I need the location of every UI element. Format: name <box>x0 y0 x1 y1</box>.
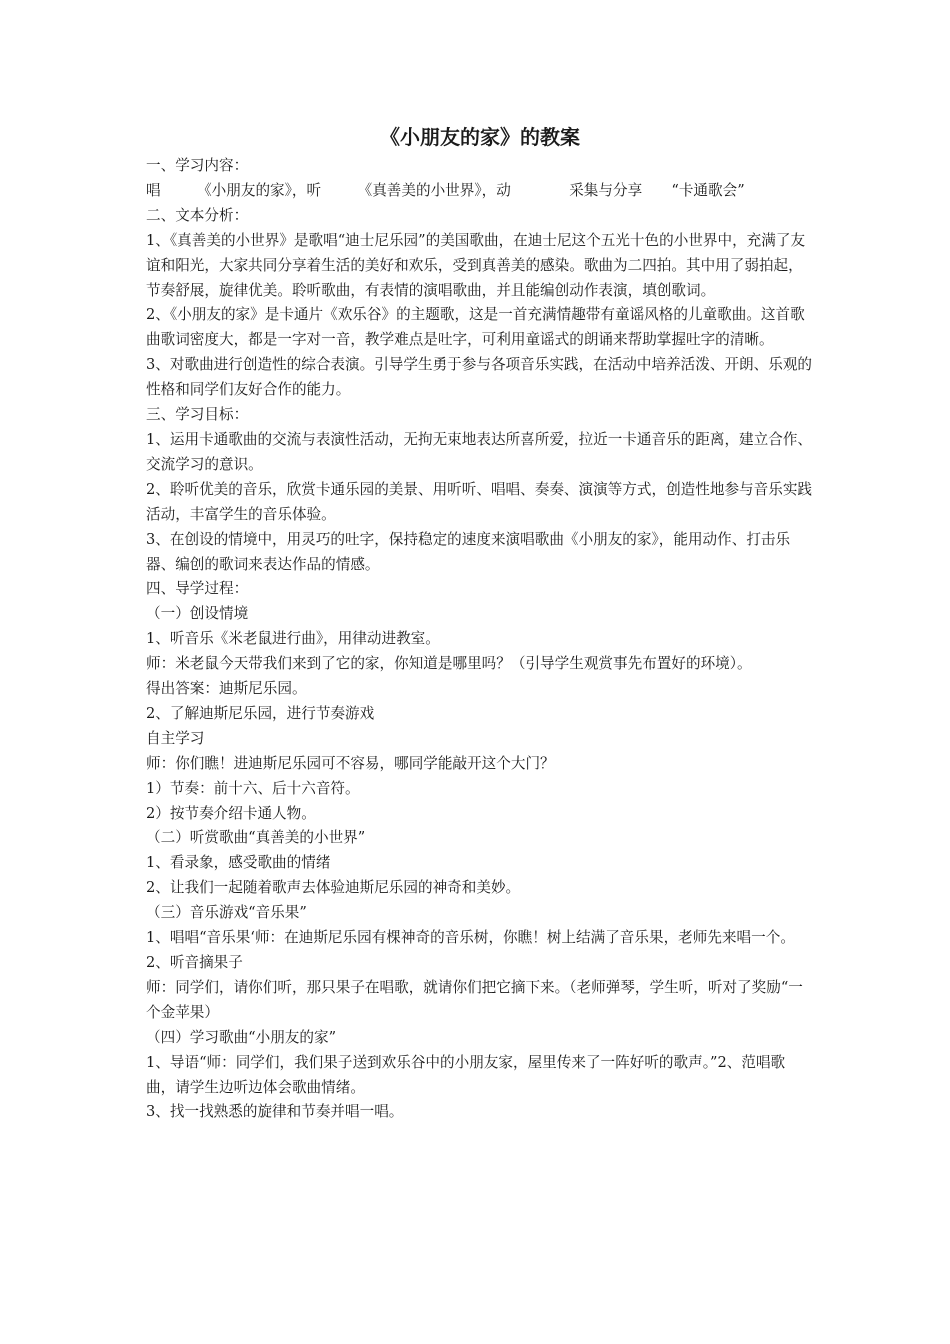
process-line: 2、让我们一起随着歌声去体验迪斯尼乐园的神奇和美妙。 <box>146 879 521 897</box>
process-line: 师：你们瞧！进迪斯尼乐园可不容易，哪同学能敲开这个大门？ <box>146 754 555 772</box>
process-line: 2、听音摘果子 <box>146 954 243 971</box>
document-title: 《小朋友的家》的教案 <box>380 125 580 149</box>
goal-paragraph-2: 2、聆听优美的音乐，欣赏卡通乐园的美景、用听听、唱唱、奏奏、演演等方式，创造性地参与音乐实践活动，丰富学生的音乐体验。 <box>146 480 813 523</box>
process-line: 师：米老鼠今天带我们来到了它的家，你知道是哪里吗？（引导学生观赏事先布置好的环境）。 <box>146 655 752 673</box>
section-heading-analysis: 二、文本分析： <box>146 206 249 224</box>
process-line: 1）节奏：前十六、后十六音符。 <box>146 779 360 797</box>
process-line: 1、看录象，感受歌曲的情绪 <box>146 854 331 872</box>
process-line: 得出答案：迪斯尼乐园。 <box>146 680 307 698</box>
subsection-heading-2: （二）听赏歌曲“真善美的小世界” <box>146 829 366 847</box>
process-line: 1、唱唱“音乐果‘师：在迪斯尼乐园有棵神奇的音乐树，你瞧！树上结满了音乐果，老师先来唱一个。 <box>146 929 795 947</box>
process-line: 3、找一找熟悉的旋律和节奏并唱一唱。 <box>146 1103 404 1121</box>
process-line: 1、导语“师：同学们，我们果子送到欢乐谷中的小朋友家，屋里传来了一阵好听的歌声。”2、范唱歌曲，请学生边听边体会歌曲情绪。 <box>146 1053 786 1096</box>
subsection-heading-3: （三）音乐游戏“音乐果” <box>146 904 307 922</box>
analysis-paragraph-3: 3、对歌曲进行创造性的综合表演。引导学生勇于参与各项音乐实践，在活动中培养活泼、开朗、乐观的性格和同学们友好合作的能力。 <box>146 356 813 399</box>
analysis-paragraph-1: 1、《真善美的小世界》是歌唱“迪士尼乐园”的美国歌曲，在迪士尼这个五光十色的小世界中，充满了友谊和阳光，大家共同分享着生活的美好和欢乐，受到真善美的感染。歌曲为二四拍。其中用了弱拍起，节奏舒展，旋律优美。聆听歌曲，有表情的演唱歌曲，并且能编创动作表演，填创歌词。 <box>146 231 806 299</box>
section-heading-process: 四、导学过程： <box>146 580 249 598</box>
section-heading-content: 一、学习内容： <box>146 157 249 174</box>
subsection-heading-4: （四）学习歌曲“小朋友的家” <box>146 1028 337 1046</box>
process-line: 师：同学们，请你们听，那只果子在唱歌，就请你们把它摘下来。（老师弹琴，学生听，听对了奖励“一个金苹果） <box>146 978 803 1021</box>
content-line: 唱 《小朋友的家》，听 《真善美的小世界》，动 采集与分享 “卡通歌会” <box>146 181 745 199</box>
self-study-heading: 自主学习 <box>146 729 205 747</box>
subsection-heading-1: （一）创设情境 <box>146 605 249 623</box>
document-body <box>146 120 814 1125</box>
section-heading-goals: 三、学习目标： <box>146 406 249 424</box>
goal-paragraph-1: 1、运用卡通歌曲的交流与表演性活动，无拘无束地表达所喜所爱，拉近一卡通音乐的距离，建立合作、交流学习的意识。 <box>146 430 813 473</box>
analysis-paragraph-2: 2、《小朋友的家》是卡通片《欢乐谷》的主题歌，这是一首充满情趣带有童谣风格的儿童歌曲。这首歌曲歌词密度大，都是一字对一音，教学难点是吐字，可利用童谣式的朗诵来帮助掌握吐字的清晰。 <box>146 306 805 349</box>
process-line: 2）按节奏介绍卡通人物。 <box>146 804 316 822</box>
process-line: 2、了解迪斯尼乐园，进行节奏游戏 <box>146 704 375 722</box>
goal-paragraph-3: 3、在创设的情境中，用灵巧的吐字，保持稳定的速度来演唱歌曲《小朋友的家》，能用动作、打击乐器、编创的歌词来表达作品的情感。 <box>146 530 791 573</box>
process-line: 1、听音乐《米老鼠进行曲》，用律动进教室。 <box>146 630 440 648</box>
